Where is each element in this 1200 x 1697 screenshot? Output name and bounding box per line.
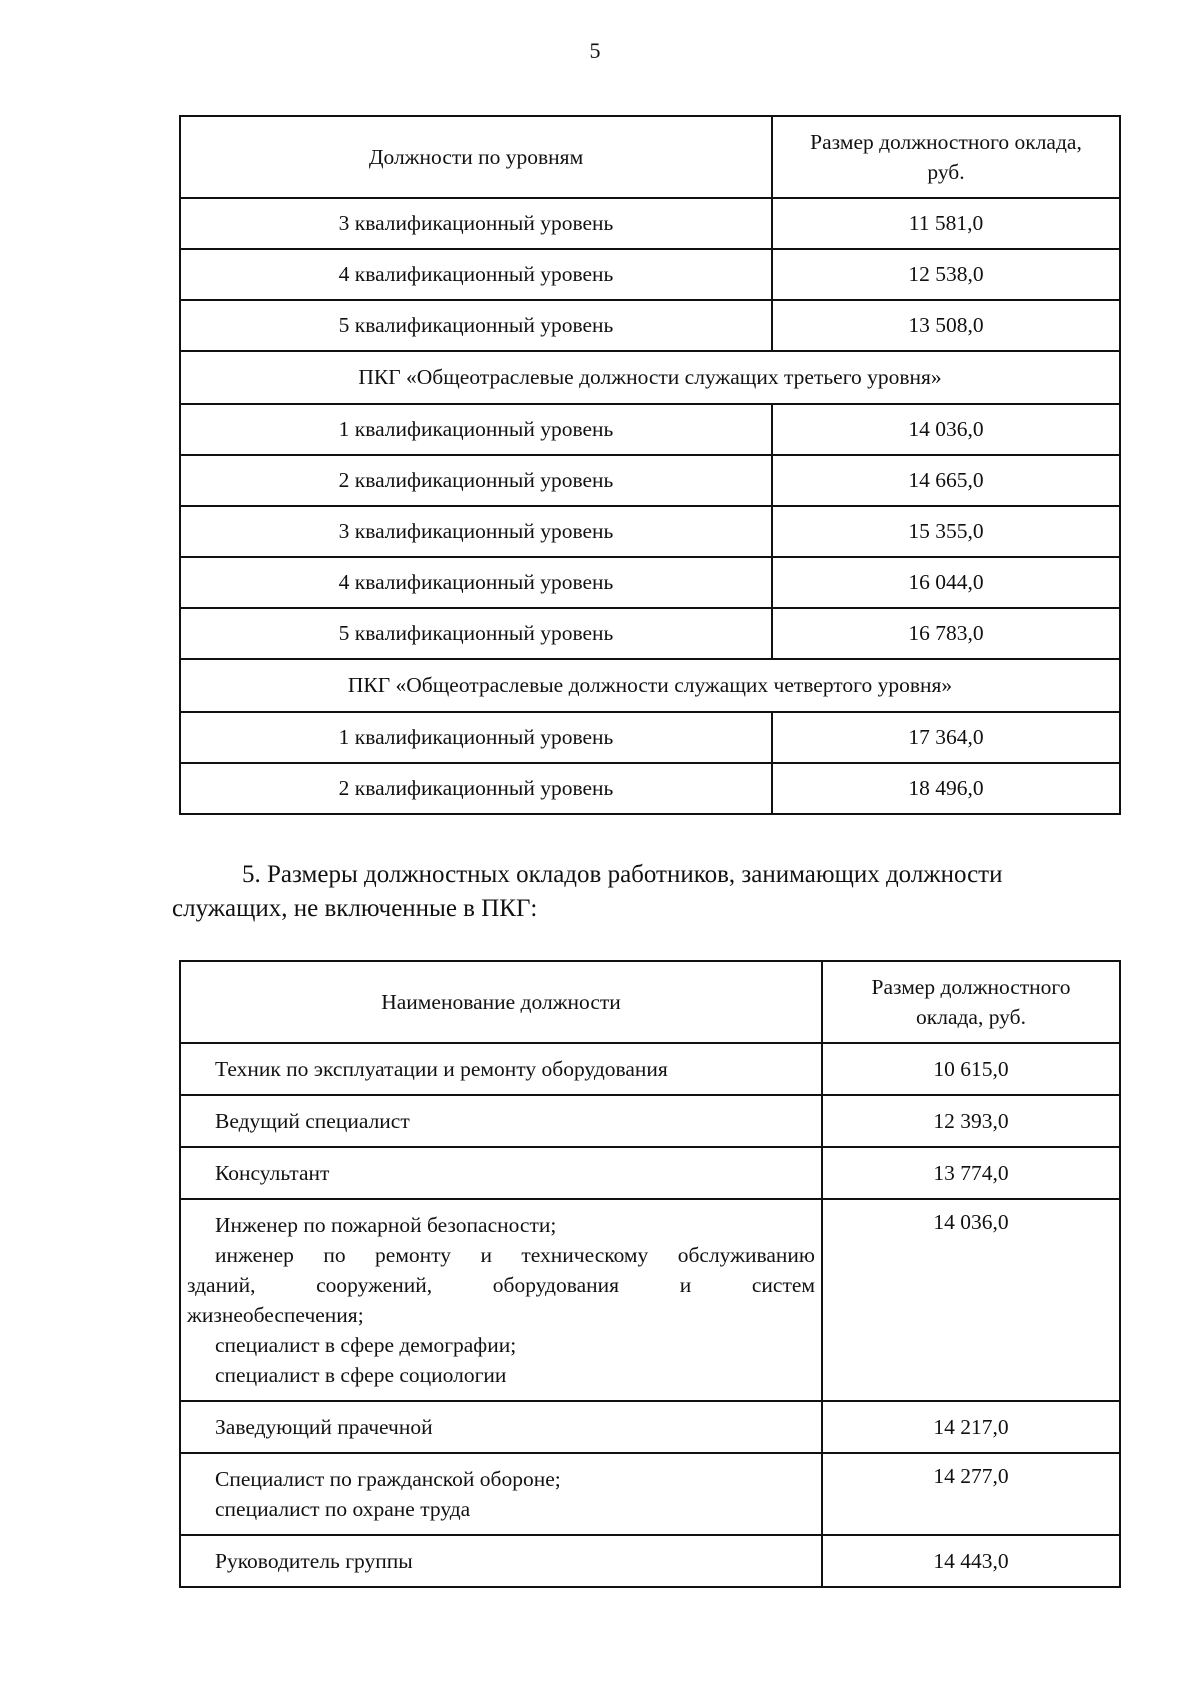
position-cell: Руководитель группы: [180, 1535, 822, 1587]
salary-cell: 13 774,0: [822, 1147, 1120, 1199]
salary-table-positions: [179, 960, 1121, 1588]
salary-cell: 10 615,0: [822, 1043, 1120, 1095]
table-row: [180, 455, 1120, 506]
level-cell: 5 квалификационный уровень: [180, 608, 772, 659]
table-row: [180, 404, 1120, 455]
table-row: [180, 557, 1120, 608]
table-row: [180, 1147, 1120, 1199]
level-cell: 4 квалификационный уровень: [180, 249, 772, 300]
level-cell: 1 квалификационный уровень: [180, 404, 772, 455]
table-row: [180, 1199, 1120, 1401]
table-row: [180, 1095, 1120, 1147]
level-cell: 2 квалификационный уровень: [180, 455, 772, 506]
salary-cell: 12 393,0: [822, 1095, 1120, 1147]
position-cell: Заведующий прачечной: [180, 1401, 822, 1453]
group-heading-fourth-level: ПКГ «Общеотраслевые должности служащих четвертого уровня»: [180, 659, 1120, 712]
table-row: [180, 1535, 1120, 1587]
position-line: специалист по охране труда: [215, 1497, 471, 1521]
salary-cell: 15 355,0: [772, 506, 1120, 557]
level-cell: 2 квалификационный уровень: [180, 763, 772, 814]
level-cell: 1 квалификационный уровень: [180, 712, 772, 763]
table-row: [180, 608, 1120, 659]
position-line: инженер по ремонту и техническому обслуживанию: [215, 1243, 815, 1267]
position-line: зданий, сооружений, оборудования и систем: [187, 1273, 815, 1297]
level-cell: 4 квалификационный уровень: [180, 557, 772, 608]
level-cell: 3 квалификационный уровень: [180, 506, 772, 557]
table-row: [180, 249, 1120, 300]
header-salary-line1: Размер должностного оклада,: [810, 130, 1082, 154]
position-line: специалист в сфере демографии;: [215, 1333, 517, 1357]
salary-cell: 14 036,0: [822, 1199, 1120, 1401]
position-cell-multi: [180, 1199, 822, 1401]
level-cell: 3 квалификационный уровень: [180, 198, 772, 249]
position-line: жизнеобеспечения;: [187, 1303, 364, 1327]
salary-cell: 11 581,0: [772, 198, 1120, 249]
salary-cell: 14 277,0: [822, 1453, 1120, 1535]
position-cell-multi: [180, 1453, 822, 1535]
page-number: 5: [589, 38, 601, 63]
salary-cell: 14 036,0: [772, 404, 1120, 455]
salary-cell: 16 783,0: [772, 608, 1120, 659]
table-row: [180, 300, 1120, 351]
table-row: [180, 1401, 1120, 1453]
group-heading-third-level: ПКГ «Общеотраслевые должности служащих третьего уровня»: [180, 351, 1120, 404]
level-cell: 5 квалификационный уровень: [180, 300, 772, 351]
position-line: Инженер по пожарной безопасности;: [215, 1213, 557, 1237]
table-header-row: [180, 116, 1120, 198]
salary-cell: 17 364,0: [772, 712, 1120, 763]
header-salary-size: [772, 116, 1120, 198]
table-row: [180, 506, 1120, 557]
salary-table-levels: [179, 115, 1121, 815]
salary-cell: 14 443,0: [822, 1535, 1120, 1587]
table-row: [180, 1043, 1120, 1095]
position-line: Специалист по гражданской обороне;: [215, 1467, 561, 1491]
salary-cell: 13 508,0: [772, 300, 1120, 351]
salary-cell: 16 044,0: [772, 557, 1120, 608]
salary-cell: 14 217,0: [822, 1401, 1120, 1453]
paragraph-line2: служащих, не включенные в ПКГ:: [172, 895, 538, 922]
group-heading-row: [180, 351, 1120, 404]
header-salary-line2: руб.: [927, 160, 965, 184]
salary-cell: 12 538,0: [772, 249, 1120, 300]
header-salary-size: [822, 961, 1120, 1043]
header-position-name: Наименование должности: [180, 961, 822, 1043]
table-header-row: [180, 961, 1120, 1043]
position-line: специалист в сфере социологии: [215, 1363, 507, 1387]
group-heading-row: [180, 659, 1120, 712]
table-row: [180, 198, 1120, 249]
position-cell: Ведущий специалист: [180, 1095, 822, 1147]
header-salary-line1: Размер должностного: [871, 975, 1071, 999]
table-row: [180, 763, 1120, 814]
header-salary-line2: оклада, руб.: [916, 1005, 1026, 1029]
table-row: [180, 1453, 1120, 1535]
paragraph-line1: 5. Размеры должностных окладов работников, занимающих должности: [242, 861, 1003, 888]
salary-cell: 14 665,0: [772, 455, 1120, 506]
position-cell: Консультант: [180, 1147, 822, 1199]
salary-cell: 18 496,0: [772, 763, 1120, 814]
paragraph-5: [172, 858, 1118, 926]
header-positions-by-level: Должности по уровням: [180, 116, 772, 198]
table-row: [180, 712, 1120, 763]
position-cell: Техник по эксплуатации и ремонту оборудования: [180, 1043, 822, 1095]
